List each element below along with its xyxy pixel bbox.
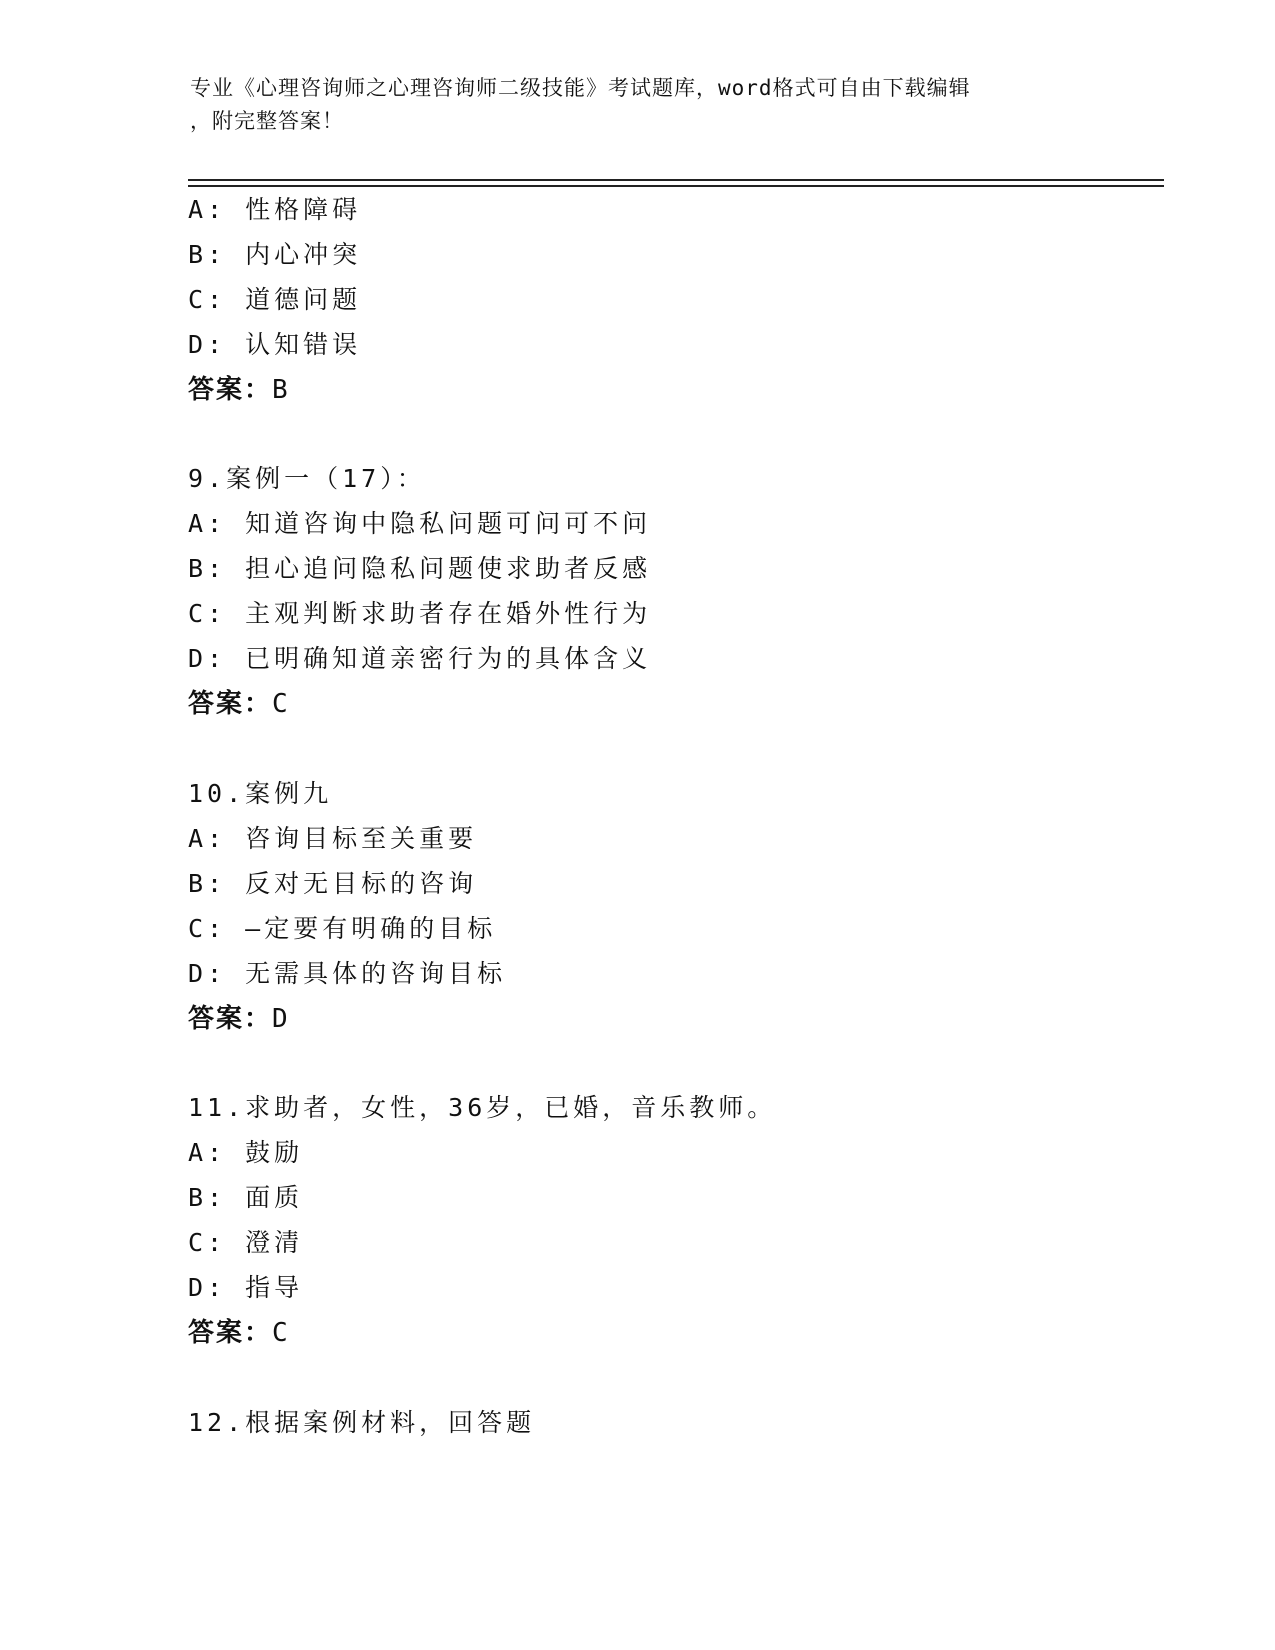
- answer-value: D: [272, 1004, 290, 1034]
- document-header: [190, 72, 1090, 138]
- header-line-2: ，附完整答案！: [190, 109, 344, 133]
- option-c: C: 道德问题: [188, 285, 362, 314]
- answer-label: 答案：: [188, 689, 273, 719]
- answer-value: C: [272, 1318, 290, 1348]
- question-10: 10.案例九: [188, 779, 333, 808]
- question-11: 11.求助者，女性，36岁，已婚，音乐教师。: [188, 1093, 777, 1122]
- q10-answer-line: [188, 1002, 290, 1036]
- answer-line: [188, 373, 290, 407]
- answer-label: 答案：: [188, 1318, 273, 1348]
- q10-option-b: B: 反对无目标的咨询: [188, 869, 478, 898]
- q11-option-b: B: 面质: [188, 1183, 304, 1212]
- option-b: B: 内心冲突: [188, 240, 362, 269]
- q10-option-d: D: 无需具体的咨询目标: [188, 959, 507, 988]
- header-divider-top: [188, 179, 1164, 181]
- option-a: A: 性格障碍: [188, 195, 362, 224]
- answer-label: 答案：: [188, 1004, 273, 1034]
- answer-value: B: [272, 375, 290, 405]
- question-12: 12.根据案例材料，回答题: [188, 1408, 536, 1437]
- q9-answer-line: [188, 687, 290, 721]
- q11-option-a: A: 鼓励: [188, 1138, 304, 1167]
- answer-label: 答案：: [188, 375, 273, 405]
- answer-value: C: [272, 689, 290, 719]
- q11-option-c: C: 澄清: [188, 1228, 304, 1257]
- q10-option-c: C: —定要有明确的目标: [188, 914, 497, 943]
- header-divider-bottom: [188, 185, 1164, 187]
- question-9: 9.案例一（17）：: [188, 464, 426, 493]
- q9-option-d: D: 已明确知道亲密行为的具体含义: [188, 644, 652, 673]
- q11-answer-line: [188, 1316, 290, 1350]
- q11-option-d: D: 指导: [188, 1273, 304, 1302]
- option-d: D: 认知错误: [188, 330, 362, 359]
- q9-option-c: C: 主观判断求助者存在婚外性行为: [188, 599, 652, 628]
- q10-option-a: A: 咨询目标至关重要: [188, 824, 478, 853]
- q9-option-b: B: 担心追问隐私问题使求助者反感: [188, 554, 652, 583]
- header-line-1: 专业《心理咨询师之心理咨询师二级技能》考试题库，word格式可自由下载编辑: [190, 76, 971, 100]
- q9-option-a: A: 知道咨询中隐私问题可问可不问: [188, 509, 652, 538]
